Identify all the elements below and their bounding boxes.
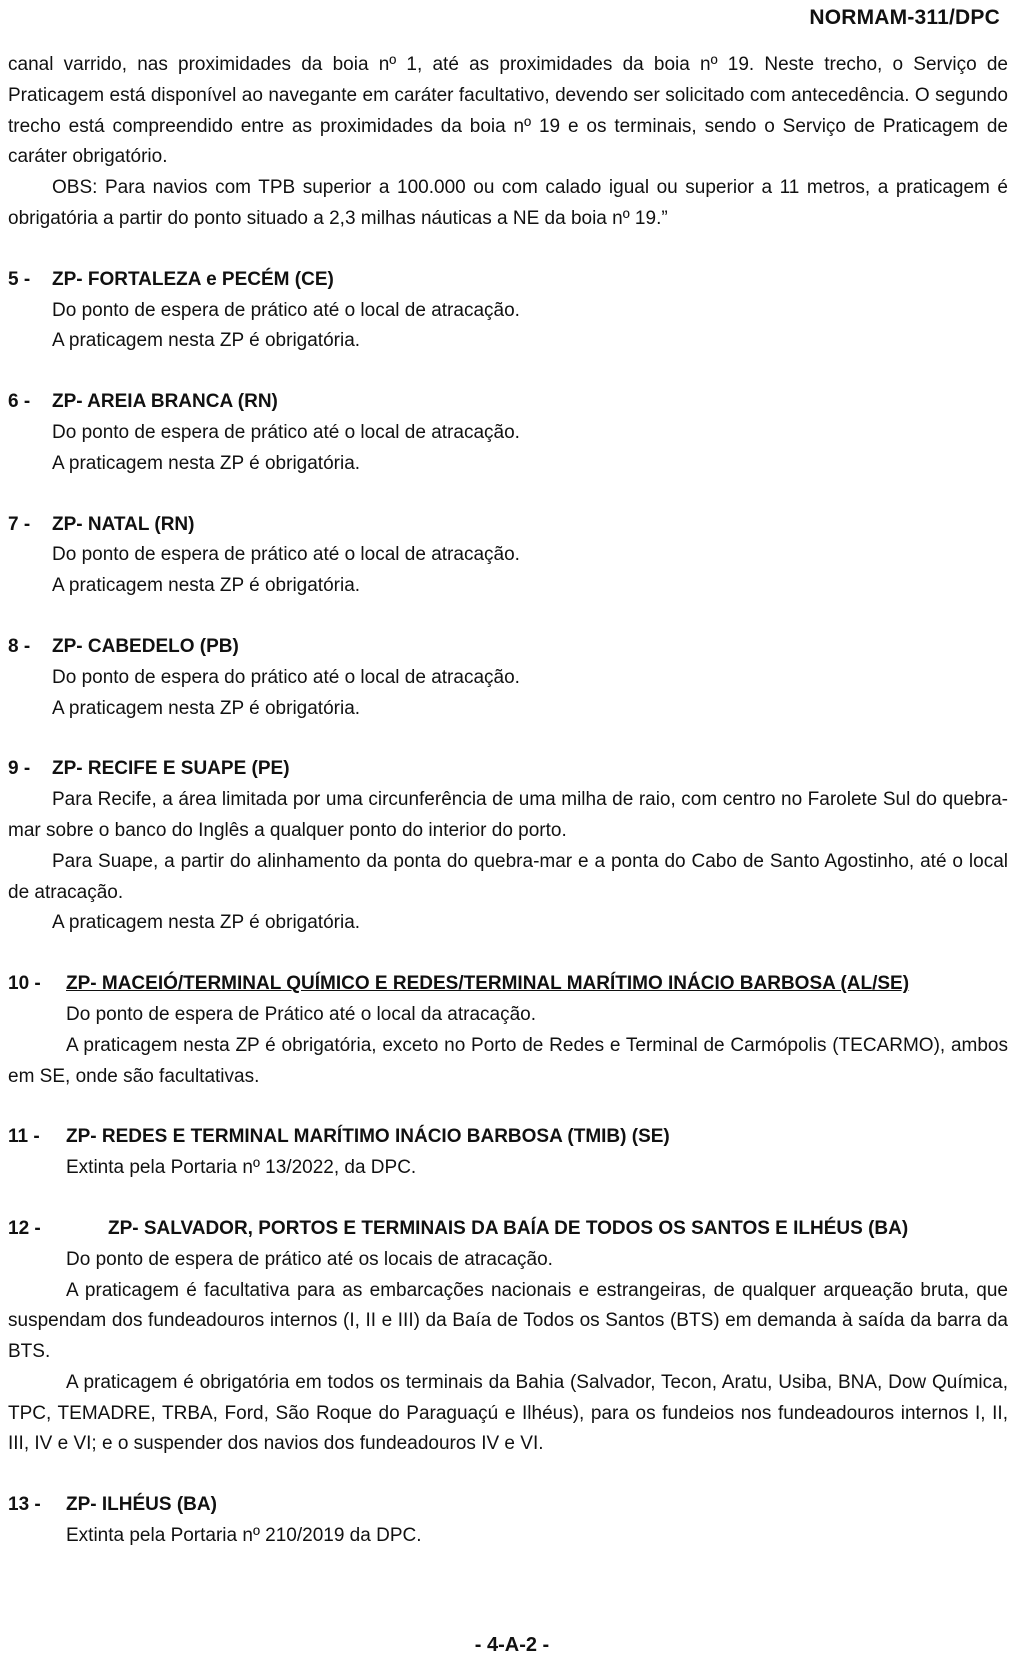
section-number: 11 -	[8, 1126, 40, 1148]
section-title: ZP- AREIA BRANCA (RN)	[52, 391, 278, 413]
section-title: ZP- SALVADOR, PORTOS E TERMINAIS DA BAÍA DE TODOS OS SANTOS E ILHÉUS (BA)	[108, 1217, 909, 1239]
section-13-heading	[8, 1490, 1008, 1521]
section-9-suape: Para Suape, a partir do alinhamento da ponta do quebra-mar e a ponta do Cabo de Santo Agostinho, até o local de atracação.	[8, 850, 1008, 903]
section-12-line-1: Do ponto de espera de prático até os locais de atracação.	[66, 1248, 553, 1270]
section-number: 9 -	[8, 758, 31, 780]
section-10-paragraph: A praticagem nesta ZP é obrigatória, exceto no Porto de Redes e Terminal de Carmópolis (TECARMO), ambos em SE, onde são facultativas.	[8, 1034, 1008, 1087]
section-9-recife: Para Recife, a área limitada por uma circunferência de uma milha de raio, com centro no Farolete Sul do quebra-mar sobre o banco do Inglês a qualquer ponto do interior do porto.	[8, 789, 1008, 841]
section-8-line-1: Do ponto de espera do prático até o local de atracação.	[52, 666, 520, 688]
section-title: ZP- ILHÉUS (BA)	[66, 1494, 217, 1516]
section-10-heading	[8, 969, 1008, 1000]
section-9-heading	[8, 754, 1008, 785]
intro-paragraph: canal varrido, nas proximidades da boia nº 1, até as proximidades da boia nº 19. Neste trecho, o Serviço de Praticagem está disponível ao navegante em caráter facultativo, devendo ser solicitado com antecedência. O segundo trecho está compreendido entre as proximidades da boia nº 19 e os terminais, sendo o Serviço de Praticagem de caráter obrigatório.	[8, 54, 1008, 168]
section-6-line-1: Do ponto de espera de prático até o local de atracação.	[52, 421, 520, 443]
section-7-heading	[8, 510, 1008, 541]
section-5-heading	[8, 265, 1008, 296]
section-6-line-2: A praticagem nesta ZP é obrigatória.	[52, 452, 361, 474]
section-title: ZP- RECIFE E SUAPE (PE)	[52, 758, 290, 780]
section-5-line-2: A praticagem nesta ZP é obrigatória.	[52, 330, 361, 352]
section-title: ZP- FORTALEZA e PECÉM (CE)	[52, 268, 334, 290]
document-code: NORMAM-311/DPC	[809, 6, 1000, 29]
section-12-mandatory: A praticagem é obrigatória em todos os terminais da Bahia (Salvador, Tecon, Aratu, Usiba, BNA, Dow Química, TPC, TEMADRE, TRBA, Ford, São Roque do Paraguaçú e Ilhéus), para os fundeios nos fundeadouros internos I, II, III, IV e VI; e o suspender dos navios dos fundeadouros IV e VI.	[8, 1371, 1008, 1455]
section-12-heading	[8, 1214, 1008, 1245]
section-number: 8 -	[8, 635, 31, 657]
intro-observation: OBS: Para navios com TPB superior a 100.000 ou com calado igual ou superior a 11 metros, a praticagem é obrigatória a partir do ponto situado a 2,3 milhas náuticas a NE da boia nº 19.”	[8, 177, 1008, 229]
section-title: ZP- MACEIÓ/TERMINAL QUÍMICO E REDES/TERMINAL MARÍTIMO INÁCIO BARBOSA (AL/SE)	[66, 973, 910, 995]
page-number: - 4-A-2 -	[474, 1634, 550, 1656]
section-8-heading	[8, 632, 1008, 663]
section-7-line-1: Do ponto de espera de prático até o local de atracação.	[52, 544, 520, 566]
document-body	[8, 50, 1008, 1552]
section-number: 12 -	[8, 1217, 41, 1239]
section-10-line-1: Do ponto de espera de Prático até o local da atracação.	[66, 1003, 537, 1025]
section-number: 6 -	[8, 391, 31, 413]
section-number: 7 -	[8, 513, 31, 535]
section-number: 10 -	[8, 973, 41, 995]
section-7-line-2: A praticagem nesta ZP é obrigatória.	[52, 575, 361, 597]
section-title: ZP- NATAL (RN)	[52, 513, 195, 535]
section-5-line-1: Do ponto de espera de prático até o local de atracação.	[52, 299, 520, 321]
section-6-heading	[8, 387, 1008, 418]
section-number: 5 -	[8, 268, 31, 290]
section-9-mandatory: A praticagem nesta ZP é obrigatória.	[52, 912, 361, 934]
section-11-line-1: Extinta pela Portaria nº 13/2022, da DPC.	[66, 1157, 417, 1179]
section-8-line-2: A praticagem nesta ZP é obrigatória.	[52, 697, 361, 719]
section-number: 13 -	[8, 1494, 41, 1516]
section-13-line-1: Extinta pela Portaria nº 210/2019 da DPC.	[66, 1525, 422, 1547]
section-title: ZP- CABEDELO (PB)	[52, 635, 239, 657]
section-title: ZP- REDES E TERMINAL MARÍTIMO INÁCIO BARBOSA (TMIB) (SE)	[66, 1126, 670, 1148]
section-12-facultative: A praticagem é facultativa para as embarcações nacionais e estrangeiras, de qualquer arqueação bruta, que suspendam dos fundeadouros internos (I, II e III) da Baía de Todos os Santos (BTS) em demanda à saída da barra da BTS.	[8, 1279, 1008, 1363]
section-11-heading	[8, 1122, 1008, 1153]
